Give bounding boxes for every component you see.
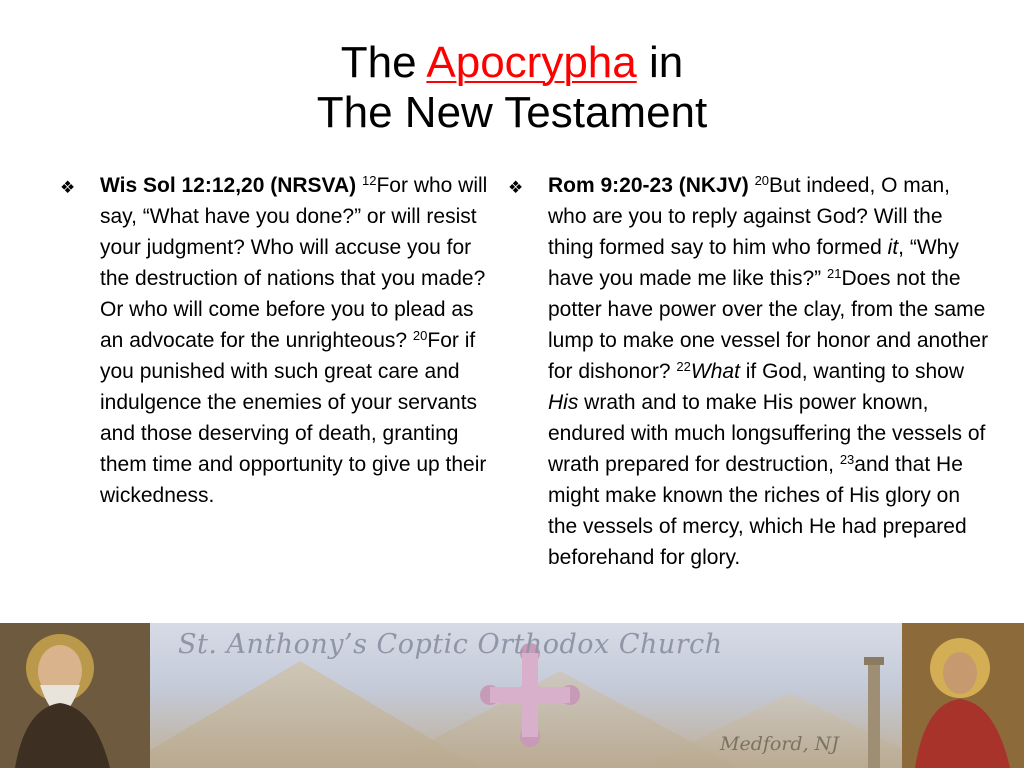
title-line2: The New Testament (316, 88, 708, 137)
pyramid-right-shape (640, 693, 940, 768)
romans-verse-22-italic-his: His (548, 391, 579, 414)
romans-verse-20-italic: it (887, 236, 899, 259)
church-location: Medford, NJ (720, 733, 839, 755)
diamond-bullet-icon: ❖ (508, 178, 524, 197)
romans-verse-20-part2: , “Why have you made me like this?” (548, 236, 959, 290)
verse-number-20: 20 (412, 328, 428, 343)
romans-verse-23: and that He might make known the riches of His glory on the vessels of mercy, which He had prepared beforehand for glory. (548, 453, 967, 569)
left-column (60, 170, 490, 511)
verse-text-20: For if you punished with such great care and indulgence the enemies of your servants and those deserving of death, granting them time and opportunity to give up their wickedness. (100, 329, 487, 507)
church-name: St. Anthony’s Coptic Orthodox Church (178, 629, 723, 660)
romans-verse-21: Does not the potter have power over the clay, from the same lump to make one vessel for honor and another for dishonor? (548, 267, 989, 383)
romans-passage (548, 170, 990, 573)
romans-verse-22-part2: wrath and to make His power known, endured with much longsuffering the vessels of wrath prepared for destruction, (548, 391, 986, 476)
left-bullet-item (60, 170, 490, 511)
romans-verse-number-20: 20 (754, 173, 770, 188)
romans-reference: Rom 9:20-23 (NKJV) (548, 174, 749, 197)
wisdom-passage (100, 170, 490, 511)
romans-verse-22-part1: if God, wanting to show (739, 360, 965, 383)
church-banner (0, 623, 1024, 768)
right-bullet-item (508, 170, 990, 573)
romans-verse-20-part1: But indeed, O man, who are you to reply against God? Will the thing formed say to him who formed (548, 174, 950, 259)
title-accent-word: Apocrypha (426, 38, 637, 87)
romans-verse-number-23: 23 (839, 452, 855, 467)
right-column (508, 170, 990, 573)
romans-verse-number-21: 21 (826, 266, 842, 281)
title-line1-before: The (340, 38, 427, 87)
wisdom-reference: Wis Sol 12:12,20 (NRSVA) (100, 174, 357, 197)
verse-text-12: For who will say, “What have you done?” or will resist your judgment? Who will accuse you for the destruction of nations that you made? Or who will come before you to plead as an advocate for the unrighteous? (100, 174, 488, 352)
christ-icon (902, 623, 1024, 768)
romans-verse-number-22: 22 (676, 359, 691, 374)
title-line1-after: in (636, 38, 684, 87)
romans-verse-22-italic-what: What (690, 360, 740, 383)
saint-anthony-icon (0, 623, 150, 768)
diamond-bullet-icon: ❖ (60, 178, 76, 197)
verse-number-12: 12 (362, 173, 377, 188)
slide-title (0, 38, 1024, 138)
